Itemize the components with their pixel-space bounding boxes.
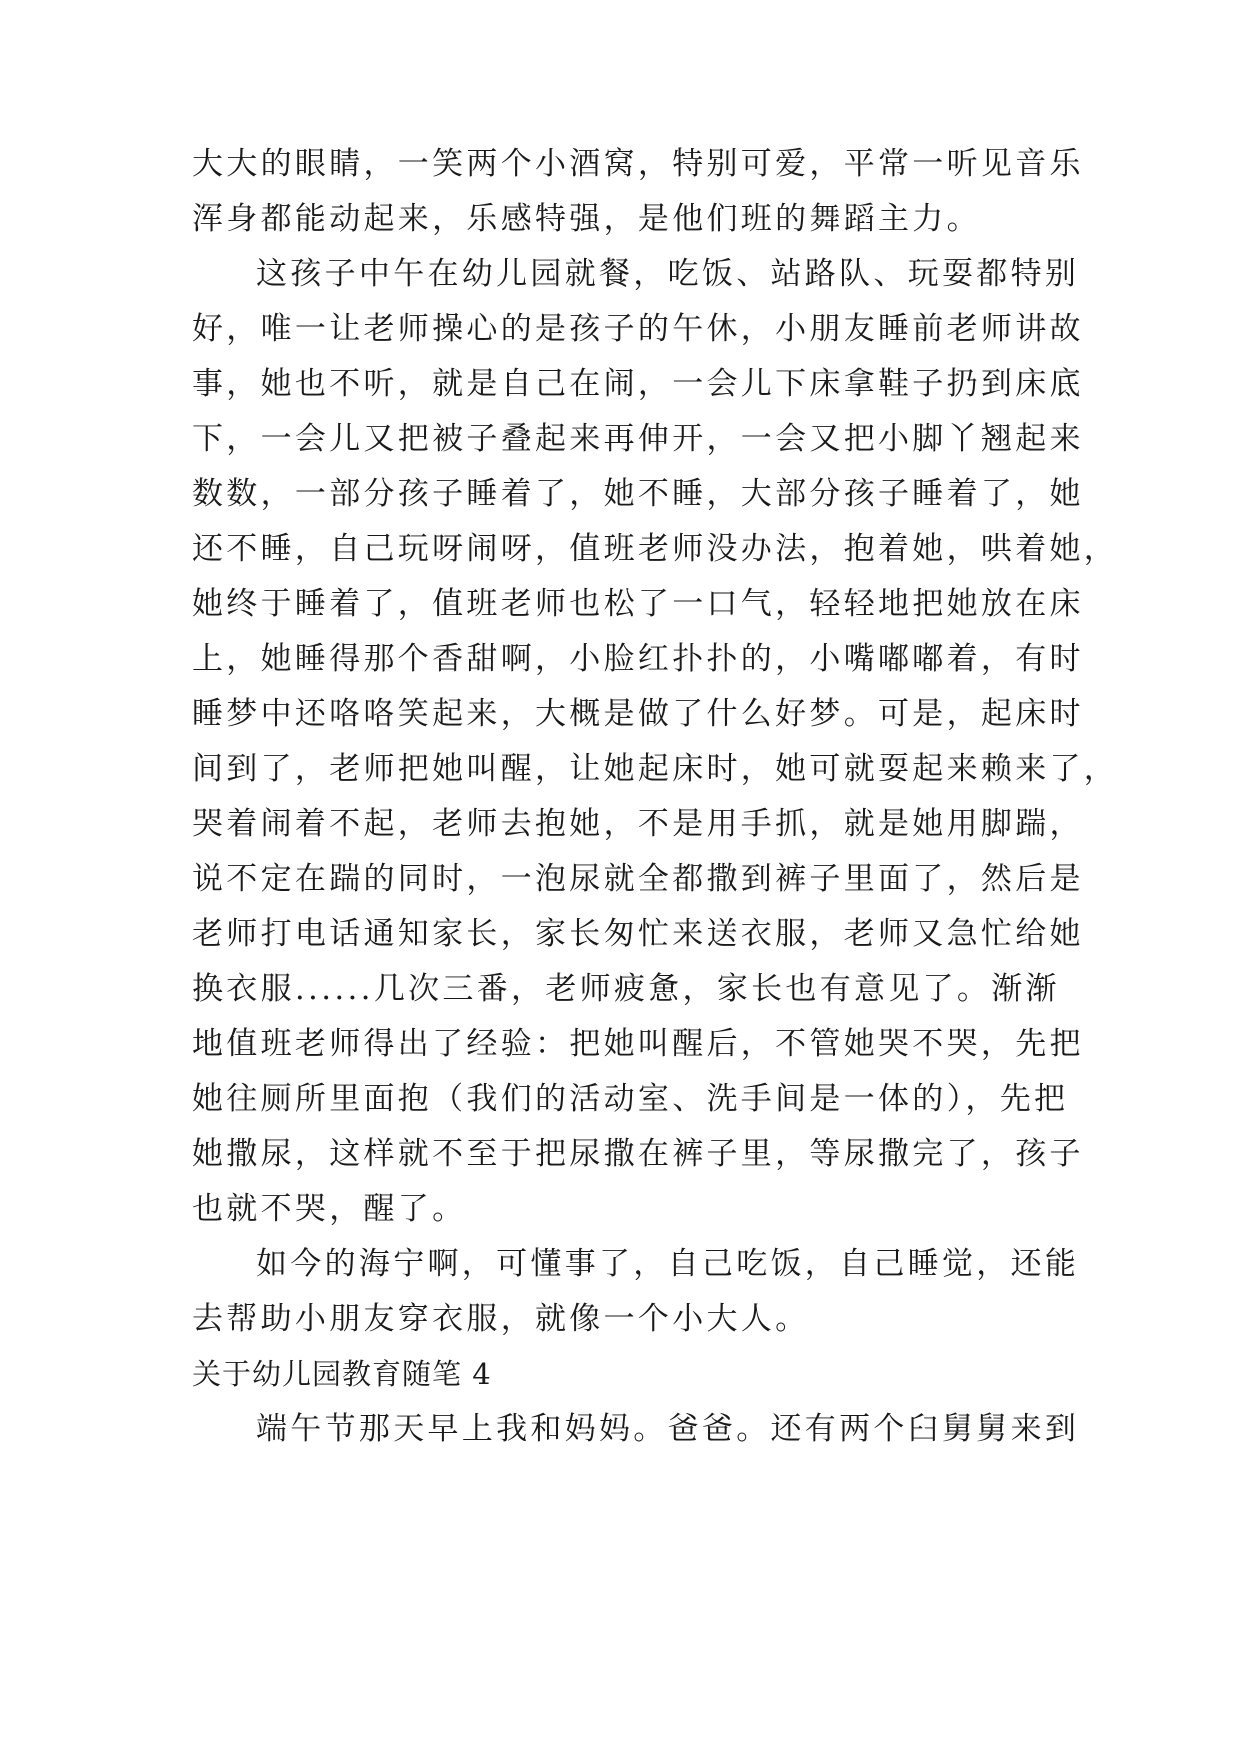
text-line: 说不定在踹的同时，一泡尿就全都撒到裤子里面了，然后是 bbox=[192, 861, 1084, 897]
text-line: 下，一会儿又把被子叠起来再伸开，一会又把小脚丫翘起来 bbox=[192, 421, 1084, 457]
text-line: 上，她睡得那个香甜啊，小脸红扑扑的，小嘴嘟嘟着，有时 bbox=[192, 641, 1084, 677]
text-line: 哭着闹着不起，老师去抱她，不是用手抓，就是她用脚踹， bbox=[192, 806, 1084, 842]
text-line: 大大的眼睛，一笑两个小酒窝，特别可爱，平常一听见音乐 bbox=[192, 146, 1084, 182]
text-line: 间到了，老师把她叫醒，让她起床时，她可就耍起来赖来了， bbox=[192, 751, 1119, 787]
text-line: 好，唯一让老师操心的是孩子的午休，小朋友睡前老师讲故 bbox=[192, 311, 1084, 347]
text-line: 去帮助小朋友穿衣服，就像一个小大人。 bbox=[192, 1301, 810, 1337]
text-line: 也就不哭，醒了。 bbox=[192, 1191, 467, 1227]
section-heading: 关于幼儿园教育随笔 4 bbox=[192, 1357, 492, 1391]
text-line: 睡梦中还咯咯笑起来，大概是做了什么好梦。可是，起床时 bbox=[192, 696, 1084, 732]
paragraph-start-line: 这孩子中午在幼儿园就餐，吃饭、站路队、玩耍都特别 bbox=[256, 256, 1080, 292]
text-line: 老师打电话通知家长，家长匆忙来送衣服，老师又急忙给她 bbox=[192, 916, 1084, 952]
text-line: 她往厕所里面抱（我们的活动室、洗手间是一体的），先把 bbox=[192, 1081, 1069, 1117]
text-line: 她撒尿，这样就不至于把尿撒在裤子里，等尿撒完了，孩子 bbox=[192, 1136, 1084, 1172]
text-line: 换衣服......几次三番，老师疲惫，家长也有意见了。渐渐 bbox=[192, 971, 1060, 1007]
text-line: 她终于睡着了，值班老师也松了一口气，轻轻地把她放在床 bbox=[192, 586, 1084, 622]
text-line: 事，她也不听，就是自己在闹，一会儿下床拿鞋子扔到床底 bbox=[192, 366, 1084, 402]
text-line: 还不睡，自己玩呀闹呀，值班老师没办法，抱着她，哄着她， bbox=[192, 531, 1119, 567]
text-line: 浑身都能动起来，乐感特强，是他们班的舞蹈主力。 bbox=[192, 201, 981, 237]
text-line: 数数，一部分孩子睡着了，她不睡，大部分孩子睡着了，她 bbox=[192, 476, 1084, 512]
paragraph-start-line: 如今的海宁啊，可懂事了，自己吃饭，自己睡觉，还能 bbox=[256, 1246, 1080, 1282]
text-line: 地值班老师得出了经验：把她叫醒后，不管她哭不哭，先把 bbox=[192, 1026, 1084, 1062]
paragraph-start-line: 端午节那天早上我和妈妈。爸爸。还有两个臼舅舅来到 bbox=[256, 1411, 1080, 1447]
